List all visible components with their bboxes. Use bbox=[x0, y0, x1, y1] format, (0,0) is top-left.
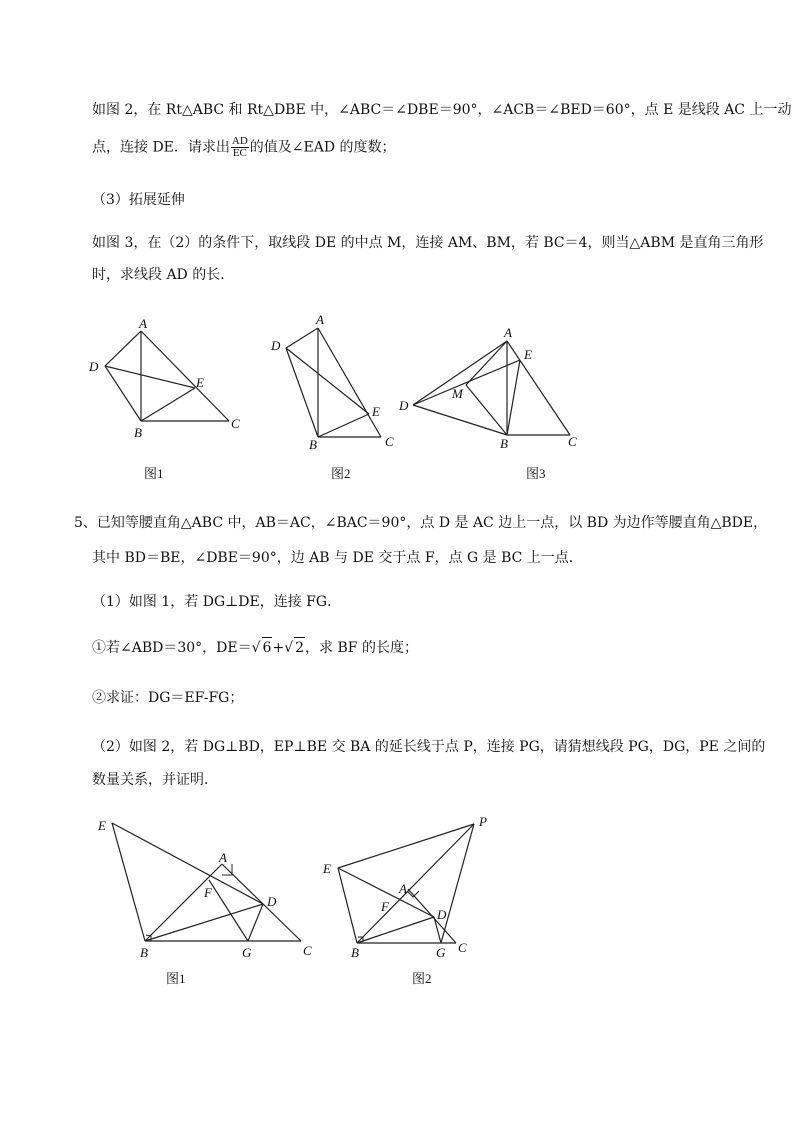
label-F: F bbox=[204, 885, 212, 900]
frac-numerator: AD bbox=[231, 135, 248, 147]
fig-caption: 图3 bbox=[526, 466, 546, 481]
label-M: M bbox=[452, 386, 463, 401]
label-D: D bbox=[437, 907, 447, 922]
label-C: C bbox=[303, 943, 312, 958]
label-G: G bbox=[242, 945, 252, 960]
label-C: C bbox=[231, 416, 240, 431]
p5-part2-line1: （2）如图 2，若 DG⊥BD，EP⊥BE 交 BA 的延长线于点 P，连接 PG，请猜想线段 PG，DG，PE 之间的 bbox=[92, 739, 766, 755]
label-D: D bbox=[89, 359, 99, 374]
label-E: E bbox=[196, 375, 204, 390]
label-B: B bbox=[140, 945, 148, 960]
label-E: E bbox=[372, 404, 380, 419]
label-E: E bbox=[323, 861, 331, 876]
label-B: B bbox=[500, 436, 508, 451]
top-figure-3 bbox=[398, 325, 577, 481]
label-F: F bbox=[381, 899, 389, 914]
fig-caption: 图1 bbox=[166, 971, 186, 986]
p4-line3: 如图 3，在（2）的条件下，取线段 DE 的中点 M，连接 AM、BM，若 BC＝4，则当△ABM 是直角三角形 bbox=[92, 235, 764, 251]
label-D: D bbox=[267, 894, 277, 909]
label-G: G bbox=[436, 945, 446, 960]
label-A: A bbox=[399, 881, 407, 896]
p4-part3-heading: （3）拓展延伸 bbox=[92, 192, 185, 208]
p4-line4: 时，求线段 AD 的长． bbox=[92, 267, 235, 283]
label-C: C bbox=[385, 434, 394, 449]
bottom-figure-2 bbox=[322, 814, 487, 986]
frac-denominator: EC bbox=[232, 147, 247, 159]
label-B: B bbox=[351, 945, 359, 960]
fig-caption: 图2 bbox=[331, 466, 351, 481]
label-P: P bbox=[479, 814, 487, 829]
label-A: A bbox=[139, 316, 147, 331]
p5-part1-heading: （1）如图 1，若 DG⊥DE，连接 FG． bbox=[92, 594, 342, 610]
label-B: B bbox=[309, 437, 317, 452]
p4-line1: 如图 2，在 Rt△ABC 和 Rt△DBE 中，∠ABC＝∠DBE＝90°，∠ACB＝∠BED＝60°，点 E 是线段 AC 上一动 bbox=[92, 102, 792, 118]
q1-post: ，求 BF 的长度； bbox=[305, 640, 418, 656]
sqrt-2: 2 bbox=[294, 637, 305, 658]
label-E: E bbox=[98, 818, 106, 833]
fig-caption: 图2 bbox=[412, 971, 432, 986]
plus-sign: + bbox=[272, 640, 285, 656]
sqrt-6: 6 bbox=[262, 637, 273, 658]
p5-line2: 其中 BD＝BE，∠DBE＝90°，边 AB 与 DE 交于点 F，点 G 是 BC 上一点． bbox=[92, 550, 583, 566]
p5-question1: ①若∠ABD＝30°，DE＝√ 6+√ 2，求 BF 的长度； bbox=[92, 637, 418, 658]
bottom-figure-1 bbox=[97, 818, 312, 986]
label-E: E bbox=[524, 347, 532, 362]
top-figure-2 bbox=[270, 312, 394, 481]
label-B: B bbox=[134, 425, 142, 440]
q1-pre: ①若∠ABD＝30°，DE＝ bbox=[92, 640, 252, 656]
label-A: A bbox=[316, 312, 324, 327]
fig-caption: 图1 bbox=[144, 466, 164, 481]
label-D: D bbox=[271, 338, 281, 353]
p5-part2-line2: 数量关系，并证明． bbox=[92, 772, 218, 788]
p5-line1: 5、已知等腰直角△ABC 中，AB＝AC，∠BAC＝90°，点 D 是 AC 边上一点，以 BD 为边作等腰直角△BDE， bbox=[74, 515, 768, 531]
label-A: A bbox=[219, 850, 227, 865]
label-A: A bbox=[504, 325, 512, 340]
label-D: D bbox=[399, 398, 409, 413]
top-figure-1 bbox=[88, 316, 240, 481]
p5-question2: ②求证：DG＝EF-FG； bbox=[92, 690, 244, 706]
p4-line2-pre: 点，连接 DE．请求出 bbox=[92, 139, 230, 156]
p4-line2-post: 的值及∠EAD 的度数； bbox=[249, 139, 396, 156]
label-C: C bbox=[568, 434, 577, 449]
label-C: C bbox=[458, 940, 467, 955]
